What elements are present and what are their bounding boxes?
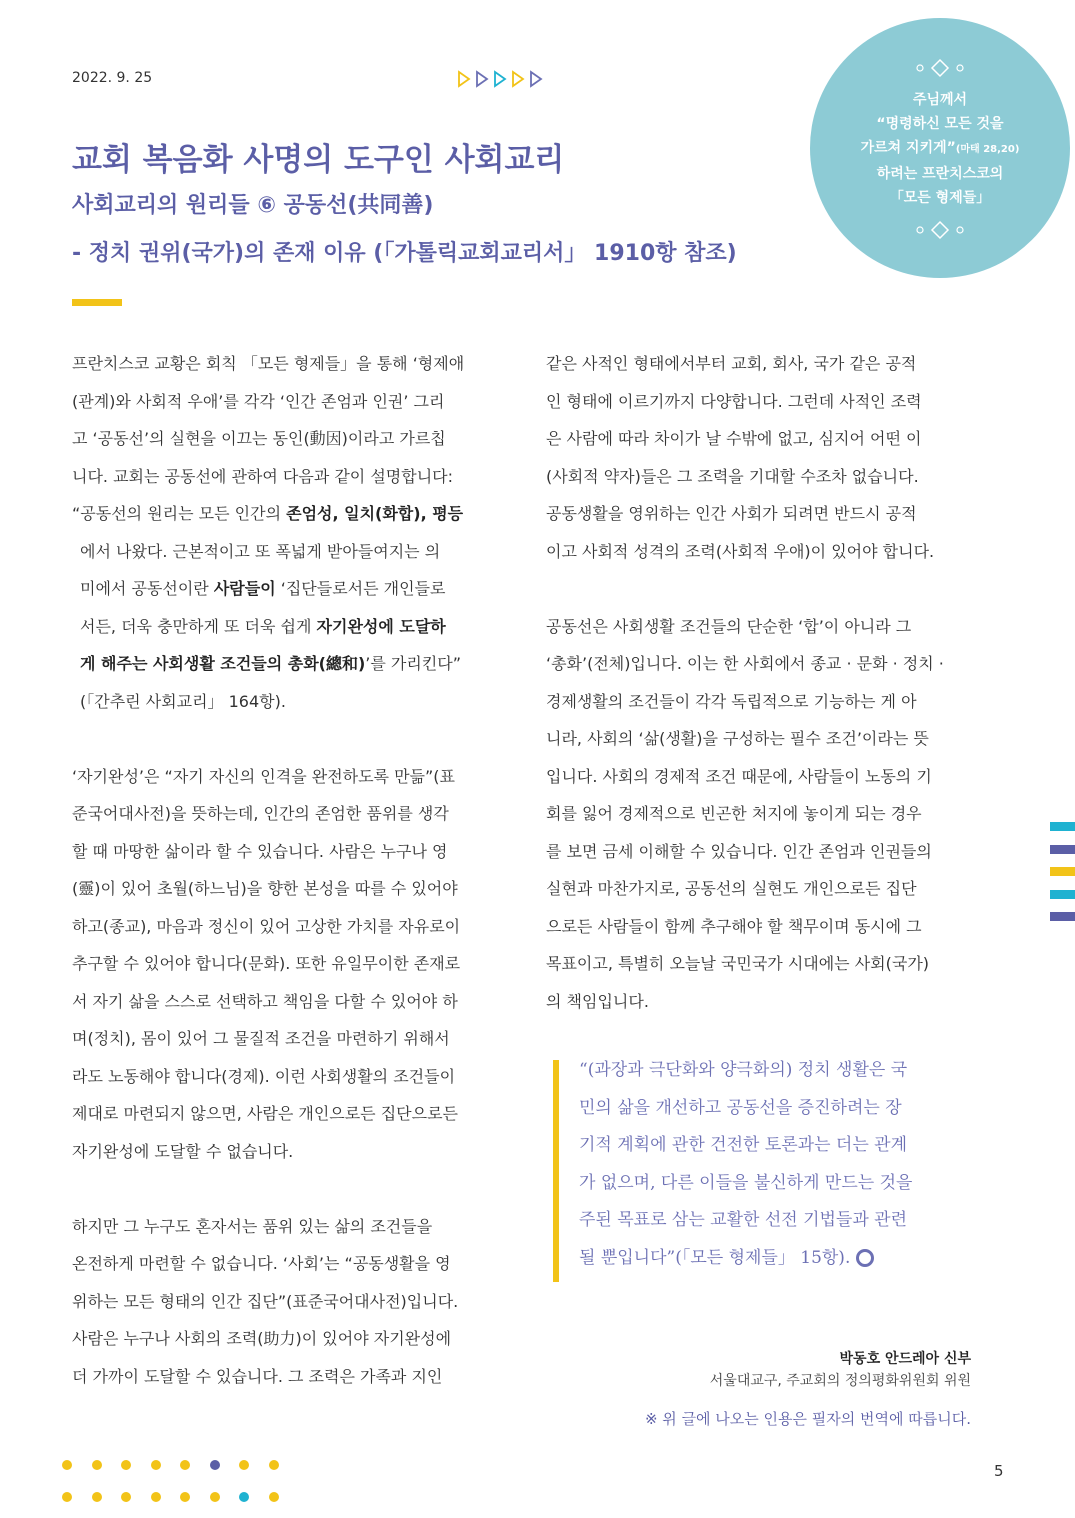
- body-line: 같은 사적인 형태에서부터 교회, 회사, 국가 같은 공적: [546, 354, 917, 373]
- left-column: [72, 345, 494, 1395]
- body-line: (靈)이 있어 초월(하느님)을 향한 본성을 따를 수 있어야: [72, 879, 458, 898]
- dot: [210, 1492, 220, 1502]
- body-line: 라도 노동해야 합니다(경제). 이런 사회생활의 조건들이: [72, 1066, 456, 1086]
- dot: [269, 1492, 279, 1502]
- right-column: [546, 345, 970, 1020]
- dot: [151, 1460, 161, 1470]
- quote-line: 서든, 더욱 충만하게 또 더욱 쉽게 자기완성에 도달하: [80, 616, 446, 636]
- body-line: ‘총화’(전체)입니다. 이는 한 사회에서 종교 · 문화 · 정치 ·: [546, 654, 944, 673]
- body-line: 프란치스코 교황은 회칙 「모든 형제들」을 통해 ‘형제애: [72, 354, 465, 373]
- pull-quote-line: 민의 삶을 개선하고 공동선을 증진하려는 장: [579, 1097, 902, 1118]
- body-line: 하고(종교), 마음과 정신이 있어 고상한 가치를 자유로이: [72, 916, 461, 936]
- badge-line-1: 주님께서: [912, 92, 968, 108]
- pull-quote: [553, 1060, 997, 1282]
- color-bar: [1050, 845, 1075, 854]
- body-line: 며(정치), 몸이 있어 그 물질적 조건을 마련하기 위해서: [72, 1029, 450, 1048]
- circle-badge: [810, 18, 1070, 278]
- pull-quote-line: “(과장과 극단화와 양극화의) 정치 생활은 국: [579, 1060, 908, 1080]
- play-triangle-icon: [529, 70, 543, 88]
- quote-line: 게 해주는 사회생활 조건들의 총화(總和)’를 가리킨다”: [80, 654, 462, 673]
- dot: [121, 1492, 131, 1502]
- body-line: 준국어대사전)을 뜻하는데, 인간의 존엄한 품위를 생각: [72, 804, 449, 823]
- body-line: 니다. 교회는 공동선에 관하여 다음과 같이 설명합니다:: [72, 466, 454, 486]
- play-triangle-icon: [511, 70, 525, 88]
- body-line: 고 ‘공동선’의 실현을 이끄는 동인(動因)이라고 가르칩: [72, 429, 446, 448]
- pull-quote-line: 가 없으며, 다른 이들을 불신하게 만드는 것을: [579, 1172, 913, 1193]
- badge-line-4: 하려는 프란치스코의: [876, 166, 1004, 182]
- badge-line-2: “명령하신 모든 것을: [876, 116, 1004, 132]
- body-line: 공동생활을 영위하는 인간 사회가 되려면 반드시 공적: [546, 504, 917, 523]
- diamond-ornament-icon: [810, 220, 1070, 244]
- dot: [62, 1492, 72, 1502]
- body-line: 회를 잃어 경제적으로 빈곤한 처지에 놓이게 되는 경우: [546, 804, 922, 823]
- body-line: 자기완성에 도달할 수 없습니다.: [72, 1141, 294, 1161]
- dot: [92, 1492, 102, 1502]
- body-line: 사람은 누구나 사회의 조력(助力)이 있어야 자기완성에: [72, 1329, 452, 1348]
- quote-citation: (「간추린 사회교리」 164항).: [80, 691, 286, 711]
- color-bar: [1050, 822, 1075, 831]
- page-title: 교회 복음화 사명의 도구인 사회교리: [72, 142, 565, 178]
- dot: [239, 1460, 249, 1470]
- body-line: 를 보면 금세 이해할 수 있습니다. 인간 존엄과 인권들의: [546, 841, 932, 861]
- body-line: 할 때 마땅한 삶이라 할 수 있습니다. 사람은 누구나 영: [72, 841, 448, 861]
- side-color-bars: [1050, 822, 1075, 935]
- body-line: (관계)와 사회적 우애’를 각각 ‘인간 존엄과 인권’ 그리: [72, 391, 445, 411]
- body-line: 입니다. 사회의 경제적 조건 때문에, 사람들이 노동의 기: [546, 766, 932, 786]
- pull-quote-line: 주된 목표로 삼는 교활한 선전 기법들과 관련: [579, 1210, 908, 1230]
- color-bar: [1050, 867, 1075, 876]
- pull-quote-line: 기적 계획에 관한 건전한 토론과는 더는 관계: [579, 1135, 908, 1155]
- body-line: 더 가까이 도달할 수 있습니다. 그 조력은 가족과 지인: [72, 1366, 443, 1386]
- dot: [121, 1460, 131, 1470]
- body-line: 니라, 사회의 ‘삶(생활)을 구성하는 필수 조건’이라는 뜻: [546, 729, 929, 748]
- body-line: 의 책임입니다.: [546, 991, 649, 1011]
- dot: [151, 1492, 161, 1502]
- page-subtitle-2: - 정치 권위(국가)의 존재 이유 (「가톨릭교회교리서」 1910항 참조): [72, 241, 737, 266]
- play-triangle-icon: [475, 70, 489, 88]
- body-line: 경제생활의 조건들이 각각 독립적으로 기능하는 게 아: [546, 691, 917, 711]
- body-line: 공동선은 사회생활 조건들의 단순한 ‘합’이 아니라 그: [546, 616, 912, 636]
- yellow-accent-bar: [72, 299, 122, 306]
- page-number: 5: [994, 1462, 1004, 1480]
- play-triangle-icon: [493, 70, 507, 88]
- body-line: 으로든 사람들이 함께 추구해야 할 책무이며 동시에 그: [546, 916, 922, 936]
- body-line: 추구할 수 있어야 합니다(문화). 또한 유일무이한 존재로: [72, 954, 461, 973]
- play-triangle-icon: [457, 70, 471, 88]
- page-subtitle: 사회교리의 원리들 ⑥ 공동선(共同善): [72, 193, 434, 218]
- body-line: 목표이고, 특별히 오늘날 국민국가 시대에는 사회(국가): [546, 954, 930, 973]
- body-line: 온전하게 마련할 수 없습니다. ‘사회’는 “공동생활을 영: [72, 1254, 451, 1273]
- body-line: ‘자기완성’은 “자기 자신의 인격을 완전하도록 만듦”(표: [72, 766, 455, 786]
- body-line: 위하는 모든 형태의 인간 집단”(표준국어대사전)입니다.: [72, 1291, 459, 1311]
- body-line: 제대로 마련되지 않으면, 사람은 개인으로든 집단으로든: [72, 1104, 459, 1123]
- dot: [62, 1460, 72, 1470]
- flower-ornament-icon: [856, 1249, 874, 1267]
- dot: [210, 1460, 220, 1470]
- dot: [92, 1460, 102, 1470]
- body-line: 인 형태에 이르기까지 다양합니다. 그런데 사적인 조력: [546, 391, 922, 411]
- quote-line: 에서 나왔다. 근본적이고 또 폭넓게 받아들여지는 의: [80, 541, 441, 561]
- dot: [239, 1492, 249, 1502]
- author-name: 박동호 안드레아 신부: [839, 1351, 971, 1367]
- dot-row-top: [62, 1460, 279, 1470]
- quote-line: 미에서 공동선이란 사람들이 ‘집단들로서든 개인들로: [80, 579, 446, 598]
- color-bar: [1050, 890, 1075, 899]
- dot: [180, 1492, 190, 1502]
- dot-row-bottom: [62, 1492, 279, 1502]
- translation-note: ※ 위 글에 나오는 인용은 필자의 번역에 따릅니다.: [644, 1410, 971, 1428]
- body-line: 이고 사회적 성격의 조력(사회적 우애)이 있어야 합니다.: [546, 541, 935, 561]
- body-line: (사회적 약자)들은 그 조력을 기대할 수조차 없습니다.: [546, 466, 919, 486]
- badge-line-3: 가르쳐 지키게”(마태 28,20): [860, 140, 1020, 156]
- triangle-ornament: [457, 70, 543, 88]
- color-bar: [1050, 912, 1075, 921]
- badge-line-5: 「모든 형제들」: [889, 190, 991, 206]
- pull-quote-line: 될 뿐입니다”(「모든 형제들」 15항).: [579, 1240, 997, 1278]
- diamond-ornament-icon: [810, 58, 1070, 82]
- body-line: 하지만 그 누구도 혼자서는 품위 있는 삶의 조건들을: [72, 1216, 433, 1236]
- date: 2022. 9. 25: [72, 70, 153, 86]
- body-line: 실현과 마찬가지로, 공동선의 실현도 개인으로든 집단: [546, 879, 917, 898]
- dot: [269, 1460, 279, 1470]
- dot: [180, 1460, 190, 1470]
- author-affiliation: 서울대교구, 주교회의 정의평화위원회 위원: [709, 1373, 971, 1389]
- quote-line: “공동선의 원리는 모든 인간의 존엄성, 일치(화합), 평등: [72, 504, 464, 523]
- body-line: 서 자기 삶을 스스로 선택하고 책임을 다할 수 있어야 하: [72, 991, 458, 1011]
- body-line: 은 사람에 따라 차이가 날 수밖에 없고, 심지어 어떤 이: [546, 429, 922, 448]
